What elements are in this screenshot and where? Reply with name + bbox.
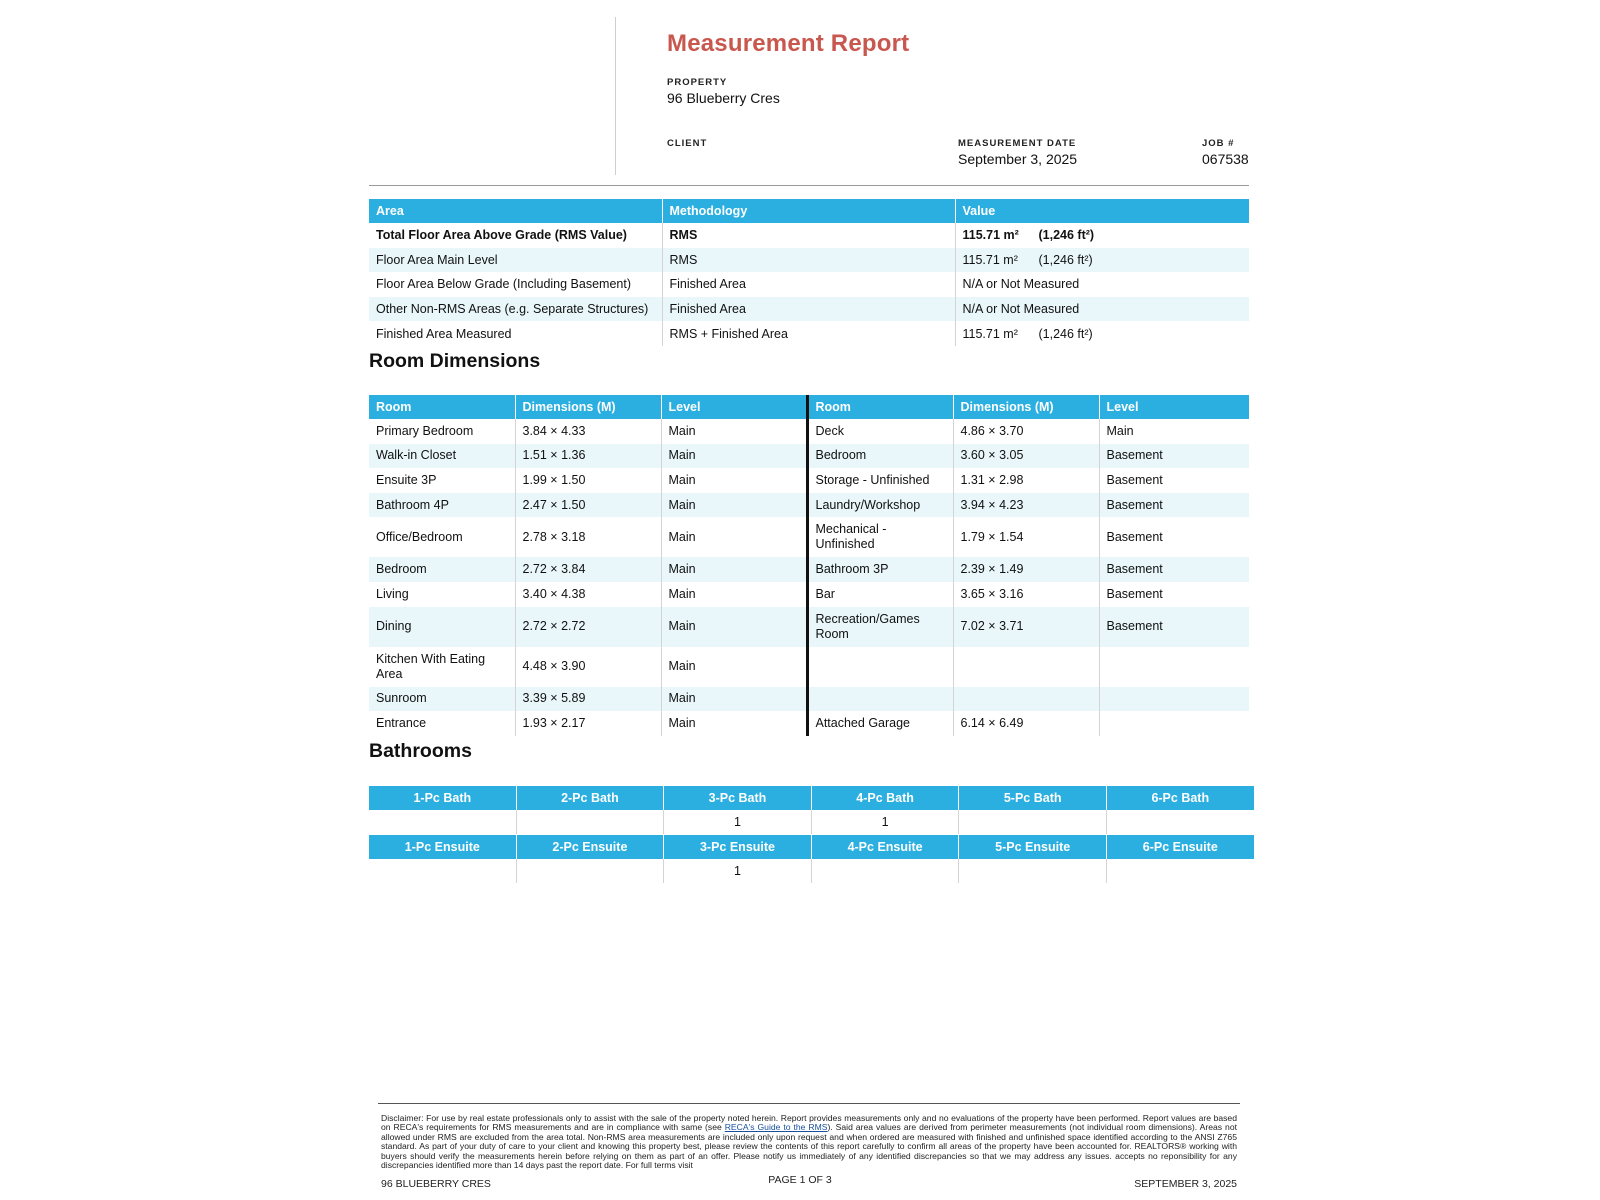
area-name: Floor Area Main Level: [369, 248, 662, 273]
level-column-header: Level: [1099, 395, 1249, 419]
footer-rule: [378, 1103, 1240, 1104]
room-dimensions: 1.93 × 2.17: [515, 711, 661, 736]
bath-count: 1: [811, 810, 959, 834]
room-level: Basement: [1099, 557, 1249, 582]
area-value-imperial: (1,246 ft²): [1038, 252, 1093, 267]
room-dimensions: 3.94 × 4.23: [953, 493, 1099, 518]
area-methodology: RMS + Finished Area: [662, 321, 955, 346]
area-value: [955, 321, 1249, 346]
area-value-metric: 115.71 m²: [962, 326, 1018, 341]
report-title: Measurement Report: [667, 30, 910, 57]
room-name: Entrance: [369, 711, 515, 736]
ensuite-type-header: 5-Pc Ensuite: [959, 835, 1107, 859]
bath-count: [959, 810, 1107, 834]
room-level: Basement: [1099, 444, 1249, 469]
room-dimensions: [953, 647, 1099, 687]
area-table-header: [369, 199, 1249, 223]
room-name: Mechanical - Unfinished: [807, 517, 953, 557]
area-methodology: Finished Area: [662, 272, 955, 297]
table-row: [369, 582, 1249, 607]
area-name: Finished Area Measured: [369, 321, 662, 346]
methodology-column-header: Methodology: [662, 199, 955, 223]
room-level: Main: [661, 557, 807, 582]
footer-address: 96 BLUEBERRY CRES: [381, 1178, 491, 1190]
room-level: Main: [661, 711, 807, 736]
room-dimensions: 3.40 × 4.38: [515, 582, 661, 607]
table-row: [369, 493, 1249, 518]
room-level: Main: [661, 468, 807, 493]
room-level: [1099, 711, 1249, 736]
property-value: 96 Blueberry Cres: [667, 90, 780, 106]
ensuite-count: [959, 859, 1107, 883]
table-row: [369, 272, 1249, 297]
room-name: Bedroom: [807, 444, 953, 469]
room-name: Bathroom 4P: [369, 493, 515, 518]
level-column-header: Level: [661, 395, 807, 419]
bath-header-row: [369, 786, 1254, 810]
room-name: Attached Garage: [807, 711, 953, 736]
room-column-header: Room: [807, 395, 953, 419]
area-name: Floor Area Below Grade (Including Basement): [369, 272, 662, 297]
bath-type-header: 1-Pc Bath: [369, 786, 516, 810]
room-dimensions: 1.31 × 2.98: [953, 468, 1099, 493]
room-name: [807, 687, 953, 712]
area-value: [955, 272, 1249, 297]
room-name: [807, 647, 953, 687]
area-methodology: Finished Area: [662, 297, 955, 322]
table-row: [369, 223, 1249, 248]
room-name: Storage - Unfinished: [807, 468, 953, 493]
area-name: Other Non-RMS Areas (e.g. Separate Structures): [369, 297, 662, 322]
value-column-header: Value: [955, 199, 1249, 223]
property-label: PROPERTY: [667, 77, 728, 88]
ensuite-type-header: 1-Pc Ensuite: [369, 835, 516, 859]
header-rule: [369, 185, 1249, 186]
room-name: Office/Bedroom: [369, 517, 515, 557]
header-divider: [615, 17, 616, 175]
room-level: [1099, 647, 1249, 687]
ensuite-counts-table: [369, 835, 1254, 883]
room-name: Primary Bedroom: [369, 419, 515, 444]
bath-count: [1106, 810, 1253, 834]
measurement-date-label: MEASUREMENT DATE: [958, 138, 1077, 149]
room-dimensions: 3.39 × 5.89: [515, 687, 661, 712]
room-dimensions: 1.79 × 1.54: [953, 517, 1099, 557]
ensuite-count: [1106, 859, 1253, 883]
area-value: [955, 297, 1249, 322]
job-number-value: 067538: [1202, 151, 1249, 167]
room-dimensions: 2.72 × 2.72: [515, 607, 661, 647]
rooms-table-header: [369, 395, 1249, 419]
room-dimensions: 3.84 × 4.33: [515, 419, 661, 444]
room-dimensions-table: [369, 395, 1249, 736]
room-name: Deck: [807, 419, 953, 444]
measurement-date-value: September 3, 2025: [958, 151, 1078, 167]
ensuite-count: [811, 859, 959, 883]
table-row: [369, 468, 1249, 493]
ensuite-type-header: 4-Pc Ensuite: [811, 835, 959, 859]
room-dimensions-heading: Room Dimensions: [369, 350, 541, 372]
ensuite-type-header: 2-Pc Ensuite: [516, 835, 664, 859]
bathrooms-heading: Bathrooms: [369, 740, 472, 762]
disclaimer: [381, 1114, 1237, 1170]
room-dimensions: 1.99 × 1.50: [515, 468, 661, 493]
room-level: Main: [661, 493, 807, 518]
client-label: CLIENT: [667, 138, 708, 149]
bath-count: [369, 810, 516, 834]
room-name: Laundry/Workshop: [807, 493, 953, 518]
room-dimensions: 2.47 × 1.50: [515, 493, 661, 518]
table-row: [369, 557, 1249, 582]
bath-count: [516, 810, 664, 834]
table-row: [369, 711, 1249, 736]
area-name: Total Floor Area Above Grade (RMS Value): [369, 223, 662, 248]
table-row: [369, 297, 1249, 322]
table-row: [369, 647, 1249, 687]
room-name: Sunroom: [369, 687, 515, 712]
footer-date: SEPTEMBER 3, 2025: [1134, 1178, 1237, 1190]
room-level: Main: [661, 419, 807, 444]
area-methodology: RMS: [662, 223, 955, 248]
room-dimensions: 1.51 × 1.36: [515, 444, 661, 469]
ensuite-header-row: [369, 835, 1254, 859]
room-name: Walk-in Closet: [369, 444, 515, 469]
room-level: Main: [661, 607, 807, 647]
bath-type-header: 3-Pc Bath: [664, 786, 812, 810]
room-level: Basement: [1106, 529, 1163, 544]
room-name: Bar: [807, 582, 953, 607]
area-methodology: RMS: [662, 248, 955, 273]
table-row: [369, 517, 1249, 557]
room-column-header: Room: [369, 395, 515, 419]
room-level: Basement: [1099, 607, 1249, 647]
room-level: Main: [661, 647, 807, 687]
room-name: Dining: [369, 607, 515, 647]
room-level: Main: [661, 444, 807, 469]
footer-page-number: PAGE 1 OF 3: [768, 1174, 832, 1186]
reca-guide-link[interactable]: RECA's Guide to the RMS: [724, 1122, 828, 1133]
room-dimensions: 3.65 × 3.16: [953, 582, 1099, 607]
table-row: [369, 687, 1249, 712]
room-name: Bathroom 3P: [807, 557, 953, 582]
table-row: [369, 607, 1249, 647]
bath-type-header: 4-Pc Bath: [811, 786, 959, 810]
room-name: Recreation/Games Room: [807, 607, 953, 647]
room-dimensions: 4.86 × 3.70: [953, 419, 1099, 444]
ensuite-values-row: [369, 859, 1254, 883]
job-number-label: JOB #: [1202, 138, 1235, 149]
room-name: Living: [369, 582, 515, 607]
room-level: Basement: [1106, 586, 1163, 601]
disclaimer-text-end: ). Said area values are derived from perimeter measurements (not individual room dimensions). Areas not allowed under RMS are excluded from the area total. Non-RMS area measurements are included only upon request and when ordered are measured with finished and unfinished space identified according to the ANSI Z765 standard. As part of your duty of care to your client and knowing this property best, please review the contents of this report carefully to confirm all areas of the property have been accounted for. REALTORS® working with buyers should verify the measurements herein before relying on them as part of an offer. Please notify us immediately of any identified discrepancies so that we may address any issues. accepts no reponsibility for any discrepancies identified more than 14 days past the report date. For full terms visit: [381, 1122, 1237, 1171]
area-value: [955, 223, 1249, 248]
ensuite-count: [369, 859, 516, 883]
room-name: Bedroom: [369, 557, 515, 582]
bath-type-header: 6-Pc Bath: [1106, 786, 1253, 810]
room-name: Kitchen With Eating Area: [369, 647, 515, 687]
room-level: Main: [661, 582, 807, 607]
table-row: [369, 321, 1249, 346]
room-dimensions: [953, 687, 1099, 712]
ensuite-count: [516, 859, 664, 883]
area-value-imperial: (1,246 ft²): [1038, 228, 1095, 243]
area-value: [955, 248, 1249, 273]
room-dimensions: 3.60 × 3.05: [953, 444, 1099, 469]
area-value-metric: 115.71 m²: [962, 228, 1019, 243]
ensuite-count: 1: [664, 859, 812, 883]
bath-type-header: 5-Pc Bath: [959, 786, 1107, 810]
table-row: [369, 419, 1249, 444]
bath-counts-table: [369, 786, 1254, 834]
room-level: Basement: [1099, 493, 1249, 518]
room-level: Basement: [1106, 472, 1163, 487]
room-dimensions: 4.48 × 3.90: [515, 647, 661, 687]
room-level: Main: [661, 687, 807, 712]
area-value-metric: N/A or Not Measured: [962, 302, 1080, 317]
table-row: [369, 248, 1249, 273]
area-column-header: Area: [369, 199, 662, 223]
bath-type-header: 2-Pc Bath: [516, 786, 664, 810]
disclaimer-text-start: Disclaimer: For use by real estate professionals only to assist with the sale of the property noted herein. Report provides measurements only and no evaluations of the property have been performed. Report values are based on RECA's requirements for RMS measurements and are in compliance with same (see: [381, 1113, 1237, 1133]
room-level: Main: [661, 517, 807, 557]
room-dimensions: 2.39 × 1.49: [953, 557, 1099, 582]
room-dimensions: 2.72 × 3.84: [515, 557, 661, 582]
ensuite-type-header: 3-Pc Ensuite: [664, 835, 812, 859]
bath-count: 1: [664, 810, 812, 834]
dimensions-column-header: Dimensions (M): [515, 395, 661, 419]
room-dimensions: 6.14 × 6.49: [953, 711, 1099, 736]
room-level: [1099, 687, 1249, 712]
area-value-metric: N/A or Not Measured: [962, 277, 1080, 292]
room-dimensions: 7.02 × 3.71: [953, 607, 1099, 647]
table-row: [369, 444, 1249, 469]
bath-values-row: [369, 810, 1254, 834]
area-value-metric: 115.71 m²: [962, 252, 1018, 267]
dimensions-column-header: Dimensions (M): [953, 395, 1099, 419]
area-summary-table: [369, 199, 1249, 346]
ensuite-type-header: 6-Pc Ensuite: [1106, 835, 1253, 859]
room-dimensions: 2.78 × 3.18: [515, 517, 661, 557]
room-name: Ensuite 3P: [369, 468, 515, 493]
area-value-imperial: (1,246 ft²): [1038, 326, 1093, 341]
room-level: Main: [1106, 423, 1134, 438]
